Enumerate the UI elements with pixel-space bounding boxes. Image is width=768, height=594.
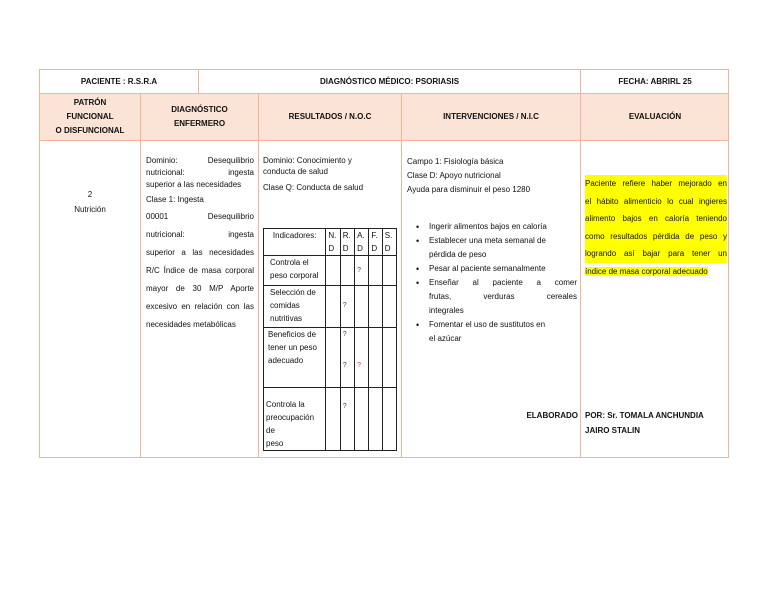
- scale-header-n: N. D: [326, 229, 340, 256]
- check-mark: ?: [342, 302, 347, 309]
- indicators-header: Indicadores:: [264, 229, 326, 256]
- medical-diagnosis: DIAGNÓSTICO MÉDICO: PSORIASIS: [319, 76, 460, 86]
- indicator-row: Beneficios de tener un peso adecuado ? ? ?: [264, 328, 397, 388]
- pattern-name: Nutrición: [74, 205, 106, 214]
- scale-header-a: A. D: [355, 229, 369, 256]
- column-divider: [140, 93, 141, 458]
- scale-header-r: R. D: [340, 229, 354, 256]
- indicator-row: Controla el peso corporal ?: [264, 256, 397, 286]
- pattern-number: 2: [87, 190, 93, 199]
- check-mark: ?: [342, 362, 347, 369]
- column-divider: [258, 93, 259, 458]
- header-interventions: INTERVENCIONES / N.I.C: [443, 112, 539, 121]
- list-item: • Establecer una meta semanal de pérdida de peso: [413, 234, 577, 262]
- list-item: • Ingerir alimentos bajos en caloría: [413, 220, 577, 234]
- check-mark: ?: [342, 331, 347, 338]
- elaborated-label: ELABORADO: [526, 411, 578, 420]
- check-mark: ?: [357, 267, 362, 274]
- date-label: FECHA: ABRIRL 25: [618, 76, 692, 86]
- noc-text: Dominio: Conocimiento y conducta de salud Clase Q: Conducta de salud: [263, 156, 364, 192]
- nic-interventions-list: [413, 220, 577, 346]
- list-item: • Enseñar al paciente a comer frutas, verduras cereales integrales: [413, 276, 577, 318]
- indicator-row: Controla la preocupación de peso ?: [264, 388, 397, 451]
- indicators-table: [263, 228, 397, 451]
- scale-header-f: F. D: [369, 229, 382, 256]
- header-nursing-diagnosis: DIAGNÓSTICO ENFERMERO: [171, 105, 228, 128]
- nursing-diagnosis-text: Dominio: Desequilibrio nutricional: ingesta superior a las necesidades Clase 1: Ingesta 00001 Desequilibrio nutricional: ingesta superior a las necesidades R/C Índice de masa corporal mayor de 30 M/P Aporte excesivo en relación con las necesidades metabólicas: [146, 156, 254, 329]
- row-divider: [39, 140, 729, 141]
- column-divider: [401, 93, 402, 458]
- header-pattern: PATRÓN FUNCIONAL O DISFUNCIONAL: [55, 98, 125, 135]
- nic-text: Campo 1: Fisiología básica Clase D: Apoyo nutricional Ayuda para disminuir el peso 1280: [407, 157, 531, 194]
- check-mark-red: ?: [357, 362, 362, 369]
- check-mark: ?: [342, 403, 347, 410]
- list-item: • Fomentar el uso de sustitutos en el azúcar: [413, 318, 577, 346]
- evaluation-text: Paciente refiere haber mejorado en el hábito alimenticio lo cual ingieres alimento bajos en caloría teniendo como resultados pérdida de peso y logrando así bajar para tener un índice de masa corporal adecuado: [585, 175, 727, 280]
- author-signature: POR: Sr. TOMALA ANCHUNDIA JAIRO STALIN: [585, 411, 704, 435]
- scale-header-s: S. D: [382, 229, 396, 256]
- patient-label: PACIENTE : R.S.R.A: [80, 76, 158, 86]
- header-evaluation: EVALUACIÓN: [628, 112, 682, 121]
- list-item: • Pesar al paciente semanalmente: [413, 262, 577, 276]
- header-results: RESULTADOS / N.O.C: [288, 112, 372, 121]
- indicator-row: Selección de comidas nutritivas ?: [264, 286, 397, 328]
